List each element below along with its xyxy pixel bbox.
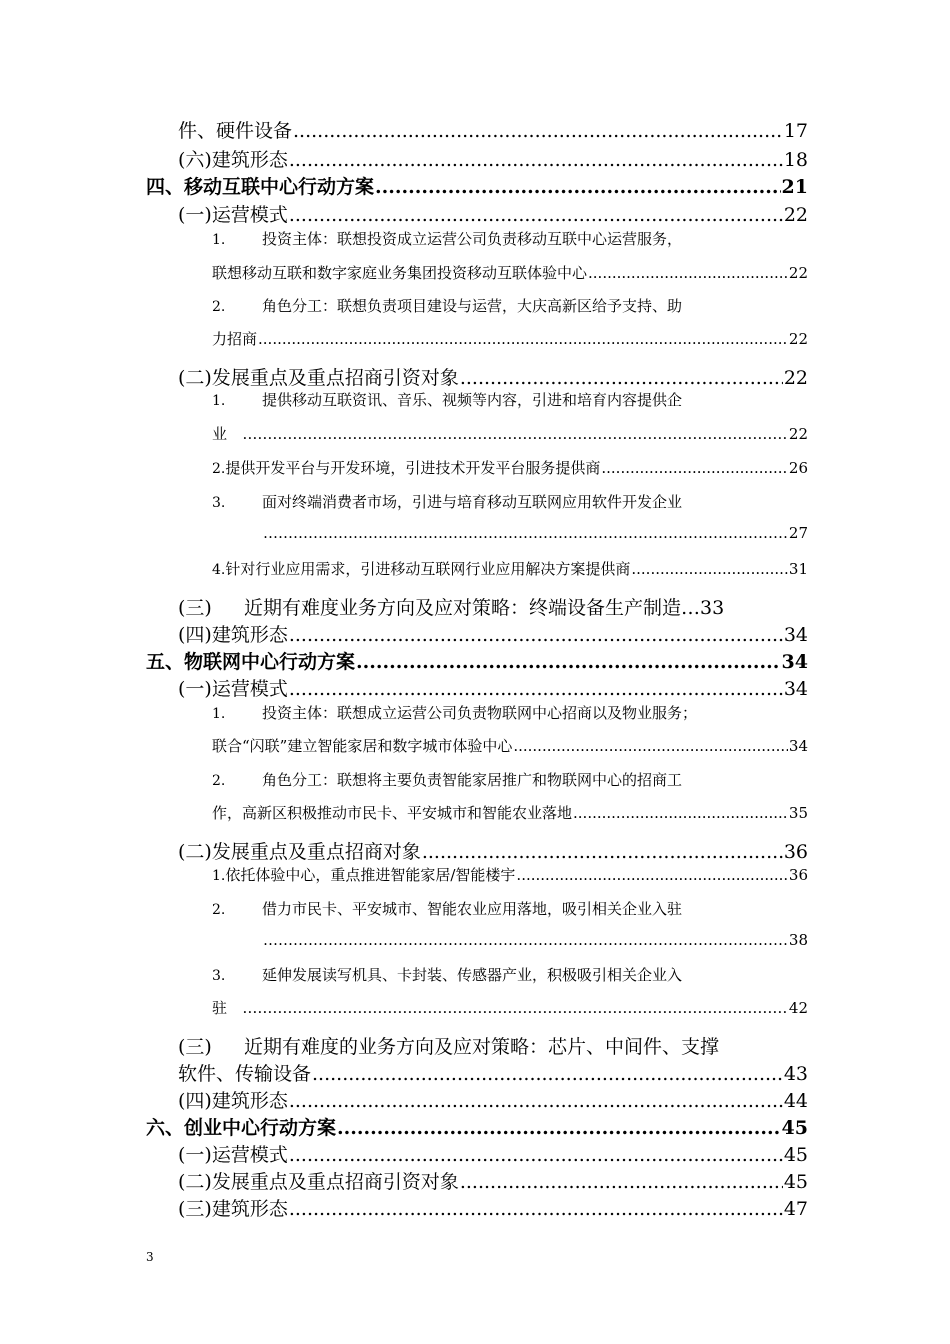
toc-entry-title-cont: 业 — [212, 425, 228, 443]
toc-entry-title: 发展重点及重点招商对象 — [211, 841, 421, 863]
toc-entry-title: 借力市民卡、平安城市、智能农业应用落地，吸引相关企业入驻 — [262, 900, 683, 918]
toc-entry-title-cont: 力招商 — [212, 330, 258, 348]
toc-entry-title: 建筑形态 — [211, 1198, 288, 1220]
toc-leader-dots — [289, 1198, 783, 1220]
toc-subentry-line[interactable] — [212, 898, 808, 919]
toc-entry-number: (三) — [178, 1036, 212, 1058]
page-footer-number: 3 — [146, 1250, 154, 1264]
toc-entry[interactable] — [178, 1194, 808, 1221]
toc-leader-dots — [289, 1090, 783, 1112]
toc-entry-title: 依托体验中心，重点推进智能家居/智能楼宇 — [225, 866, 516, 884]
toc-leader-dots — [242, 425, 788, 443]
toc-page-number: 21 — [781, 176, 808, 198]
toc-subentry-line[interactable] — [212, 864, 808, 885]
toc-entry-title: 投资主体：联想成立运营公司负责物联网中心招商以及物业服务； — [262, 704, 698, 722]
toc-leader-dots — [293, 120, 783, 142]
toc-leader-dots — [375, 176, 781, 198]
toc-subentry-line[interactable] — [212, 262, 808, 283]
toc-entry-number: (二) — [178, 367, 212, 389]
toc-chapter-entry[interactable] — [146, 172, 808, 199]
toc-leader-dots — [263, 524, 788, 542]
toc-page-number: 31 — [788, 560, 808, 578]
toc-entry-title-cont: 作，高新区积极推动市民卡、平安城市和智能农业落地 — [212, 804, 573, 822]
toc-entry-title: 物联网中心行动方案 — [184, 651, 356, 673]
toc-page-number: 36 — [783, 841, 808, 863]
toc-entry-number: 2. — [212, 299, 226, 315]
toc-entry-number: (一) — [178, 1144, 212, 1166]
toc-entry-title: 发展重点及重点招商引资对象 — [211, 367, 459, 389]
toc-subentry-line[interactable] — [212, 802, 808, 823]
toc-leader-dots — [516, 866, 787, 884]
toc-entry-title: 移动互联中心行动方案 — [184, 176, 375, 198]
toc-entry-title: 发展重点及重点招商引资对象 — [211, 1171, 459, 1193]
toc-entry-title: 建筑形态 — [211, 624, 288, 646]
toc-entry[interactable] — [178, 116, 808, 143]
toc-entry-title: 针对行业应用需求，引进移动互联网行业应用解决方案提供商 — [225, 560, 631, 578]
toc-entry-title: 角色分工：联想负责项目建设与运营，大庆高新区给予支持、助 — [262, 297, 683, 315]
toc-subentry-line[interactable] — [212, 389, 808, 410]
toc-entry-title: 创业中心行动方案 — [184, 1117, 337, 1139]
toc-entry-title: 提供开发平台与开发环境，引进技术开发平台服务提供商 — [225, 459, 601, 477]
toc-entry-title: 延伸发展读写机具、卡封装、传感器产业，积极吸引相关企业入 — [262, 966, 683, 984]
toc-leader-dots — [460, 367, 783, 389]
toc-entry-number: 4. — [212, 562, 226, 578]
toc-subentry-line[interactable] — [262, 931, 808, 949]
toc-subentry-line[interactable] — [212, 228, 808, 249]
toc-entry-number: (四) — [178, 1090, 212, 1112]
toc-page-number: 47 — [783, 1198, 808, 1220]
toc-entry-number: 2. — [212, 902, 226, 918]
toc-page-number: 34 — [783, 678, 808, 700]
toc-leader-dots — [289, 678, 783, 700]
toc-entry-number: 1. — [212, 393, 226, 409]
toc-subentry-line[interactable] — [212, 702, 808, 723]
toc-page-number: 34 — [788, 737, 808, 755]
toc-page-number: 22 — [783, 204, 808, 226]
toc-entry[interactable] — [178, 593, 808, 620]
toc-subentry-line[interactable] — [212, 558, 808, 579]
toc-page-number: 34 — [781, 651, 808, 673]
toc-entry[interactable] — [178, 1032, 808, 1059]
toc-entry-number: 3. — [212, 968, 226, 984]
toc-entry-number: 2. — [212, 461, 226, 477]
toc-entry-title: 运营模式 — [211, 1144, 288, 1166]
toc-page-number: 22 — [788, 330, 808, 348]
toc-leader-dots — [289, 149, 783, 171]
toc-page-number: 26 — [788, 459, 808, 477]
toc-entry[interactable] — [178, 200, 808, 227]
toc-entry-number: 2. — [212, 773, 226, 789]
toc-page-number: 45 — [783, 1171, 808, 1193]
toc-entry-number: (三) — [178, 597, 212, 619]
toc-entry[interactable] — [178, 145, 808, 172]
toc-entry-title: 提供移动互联资讯、音乐、视频等内容，引进和培育内容提供企 — [262, 391, 683, 409]
toc-leader-dots — [337, 1117, 781, 1139]
toc-page-number: 27 — [788, 524, 808, 542]
toc-entry[interactable] — [178, 1167, 808, 1194]
toc-page-number: 44 — [783, 1090, 808, 1112]
toc-subentry-line[interactable] — [212, 457, 808, 478]
toc-page-number: 22 — [788, 264, 808, 282]
toc-subentry-line[interactable] — [212, 328, 808, 349]
toc-leader-dots — [356, 651, 781, 673]
toc-entry-number: 3. — [212, 495, 226, 511]
toc-subentry-line[interactable] — [212, 423, 808, 444]
toc-entry-number: 1. — [212, 232, 226, 248]
toc-page-number: 45 — [781, 1117, 808, 1139]
toc-page-number: 35 — [788, 804, 808, 822]
toc-leader-dots — [460, 1171, 783, 1193]
toc-page-number: 45 — [783, 1144, 808, 1166]
toc-page-number: 22 — [783, 367, 808, 389]
toc-entry-number: 1. — [212, 706, 226, 722]
toc-entry-number: 五、 — [146, 651, 185, 673]
toc-entry[interactable] — [178, 620, 808, 647]
toc-leader-dots — [312, 1063, 783, 1085]
toc-subentry-line[interactable] — [262, 524, 808, 542]
toc-subentry-line[interactable] — [212, 735, 808, 756]
toc-leader-dots — [422, 841, 783, 863]
toc-entry-cont[interactable] — [178, 1059, 808, 1086]
toc-leader-dots — [573, 804, 788, 822]
toc-entry-number: (二) — [178, 1171, 212, 1193]
toc-page-number: 33 — [700, 597, 725, 619]
toc-chapter-entry[interactable] — [146, 647, 808, 674]
toc-subentry-line[interactable] — [212, 491, 808, 512]
toc-leader-dots — [242, 999, 788, 1017]
toc-leader-dots — [588, 264, 788, 282]
toc-entry-title: 投资主体：联想投资成立运营公司负责移动互联中心运营服务， — [262, 230, 683, 248]
toc-page-number: 17 — [783, 120, 808, 142]
toc-entry-title-cont: 联合“闪联”建立智能家居和数字城市体验中心 — [212, 737, 513, 755]
toc-leader-dots — [601, 459, 788, 477]
toc-entry-title-cont: 软件、传输设备 — [178, 1063, 312, 1085]
toc-entry-title: 角色分工：联想将主要负责智能家居推广和物联网中心的招商工 — [262, 771, 683, 789]
toc-entry-number: (二) — [178, 841, 212, 863]
toc-entry-number: (一) — [178, 678, 212, 700]
toc-subentry-line[interactable] — [212, 295, 808, 316]
toc-entry[interactable] — [178, 674, 808, 701]
toc-leader-dots — [513, 737, 788, 755]
toc-entry[interactable] — [178, 837, 808, 864]
toc-subentry-line[interactable] — [212, 964, 808, 985]
toc-page-number: 22 — [788, 425, 808, 443]
toc-entry-number: (一) — [178, 204, 212, 226]
toc-entry[interactable] — [178, 363, 808, 390]
toc-chapter-entry[interactable] — [146, 1113, 808, 1140]
toc-leader-dots — [258, 330, 788, 348]
toc-page-number: 18 — [783, 149, 808, 171]
toc-entry-title: 近期有难度的业务方向及应对策略：芯片、中间件、支撑 — [244, 1036, 720, 1058]
toc-leader-dots — [289, 624, 783, 646]
toc-entry-title: 建筑形态 — [211, 1090, 288, 1112]
toc-leader-dots — [289, 1144, 783, 1166]
toc-entry-number: 1. — [212, 868, 226, 884]
toc-leader-dots — [631, 560, 788, 578]
toc-entry-number: 四、 — [146, 176, 185, 198]
toc-page-number: 36 — [788, 866, 808, 884]
toc-entry-number: (四) — [178, 624, 212, 646]
toc-entry[interactable] — [178, 1140, 808, 1167]
toc-entry-number: (六) — [178, 149, 212, 171]
toc-page-number: 38 — [788, 931, 808, 949]
toc-leader-dots — [289, 204, 783, 226]
toc-entry-number: 六、 — [146, 1117, 185, 1139]
toc-entry-title: 面对终端消费者市场，引进与培育移动互联网应用软件开发企业 — [262, 493, 683, 511]
toc-entry-title: 运营模式 — [211, 204, 288, 226]
toc-subentry-line[interactable] — [212, 769, 808, 790]
toc-entry-title-cont: 联想移动互联和数字家庭业务集团投资移动互联体验中心 — [212, 264, 588, 282]
toc-entry-title: 建筑形态 — [211, 149, 288, 171]
toc-entry[interactable] — [178, 1086, 808, 1113]
toc-subentry-line[interactable] — [212, 997, 808, 1018]
toc-leader-dots — [263, 931, 788, 949]
toc-entry-title: 近期有难度业务方向及应对策略：终端设备生产制造… — [244, 597, 701, 619]
toc-entry-title: 运营模式 — [211, 678, 288, 700]
toc-entry-title-cont: 驻 — [212, 999, 228, 1017]
toc-page-number: 34 — [783, 624, 808, 646]
toc-page-number: 42 — [788, 999, 808, 1017]
toc-entry-title: 件、硬件设备 — [178, 120, 293, 142]
toc-entry-number: (三) — [178, 1198, 212, 1220]
toc-page-number: 43 — [783, 1063, 808, 1085]
